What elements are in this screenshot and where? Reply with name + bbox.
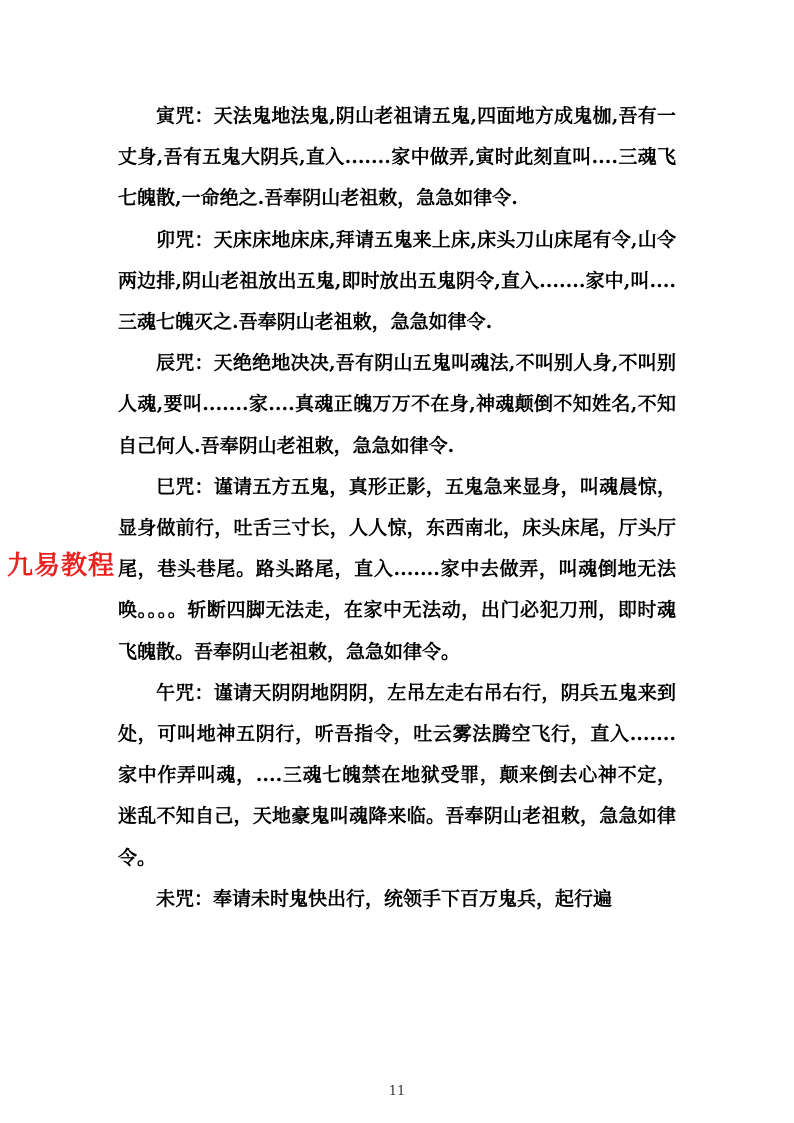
paragraph-mao-spell: 卯咒：天床床地床床,拜请五鬼来上床,床头刀山床尾有令,山令两边排,阴山老祖放出五鬼,即时放出五鬼阴令,直入.......家中,叫....三魂七魄灭之.吾奉阴山老祖敕，急急如律令. [118,228,676,334]
paragraph-yin-spell: 寅咒：天法鬼地法鬼,阴山老祖请五鬼,四面地方成鬼枷,吾有一丈身,吾有五鬼大阴兵,直入.......家中做弄,寅时此刻直叫....三魂飞七魄散,一命绝之.吾奉阴山老祖敕，急急如律令. [118,105,676,210]
paragraph-wei-spell: 未咒：奉请未时鬼快出行，统领手下百万鬼兵，起行遍 [156,887,613,910]
page-number: 11 [388,1084,406,1099]
paragraph-wu-spell: 午咒：谨请天阴阴地阴阴，左吊左走右吊右行，阴兵五鬼来到处，可叫地神五阴行，听吾指令，吐云雾法腾空飞行，直入.......家中作弄叫魂，....三魂七魄禁在地狱受罪，颠来倒去心神不定，迷乱不知自己，天地豪鬼叫魂降来临。吾奉阴山老祖敕，急急如律令。 [118,681,676,869]
watermark-logo: 九易教程 [7,551,116,581]
body-text [118,96,676,920]
paragraph-si-spell: 巳咒：谨请五方五鬼，真形正影，五鬼急来显身，叫魂晨惊，显身做前行，吐舌三寸长，人人惊，东西南北，床头床尾，厅头厅尾，巷头巷尾。路头路尾，直入.......家中去做弄，叫魂倒地无法唤。。。。斩断四脚无法走，在家中无法动，出门必犯刀刑，即时魂飞魄散。吾奉阴山老祖敕，急急如律令。 [118,475,676,663]
paragraph-chen-spell: 辰咒：天绝绝地决决,吾有阴山五鬼叫魂法,不叫别人身,不叫别人魂,要叫.......家....真魂正魄万万不在身,神魂颠倒不知姓名,不知自己何人.吾奉阴山老祖敕，急急如律令. [118,352,676,457]
